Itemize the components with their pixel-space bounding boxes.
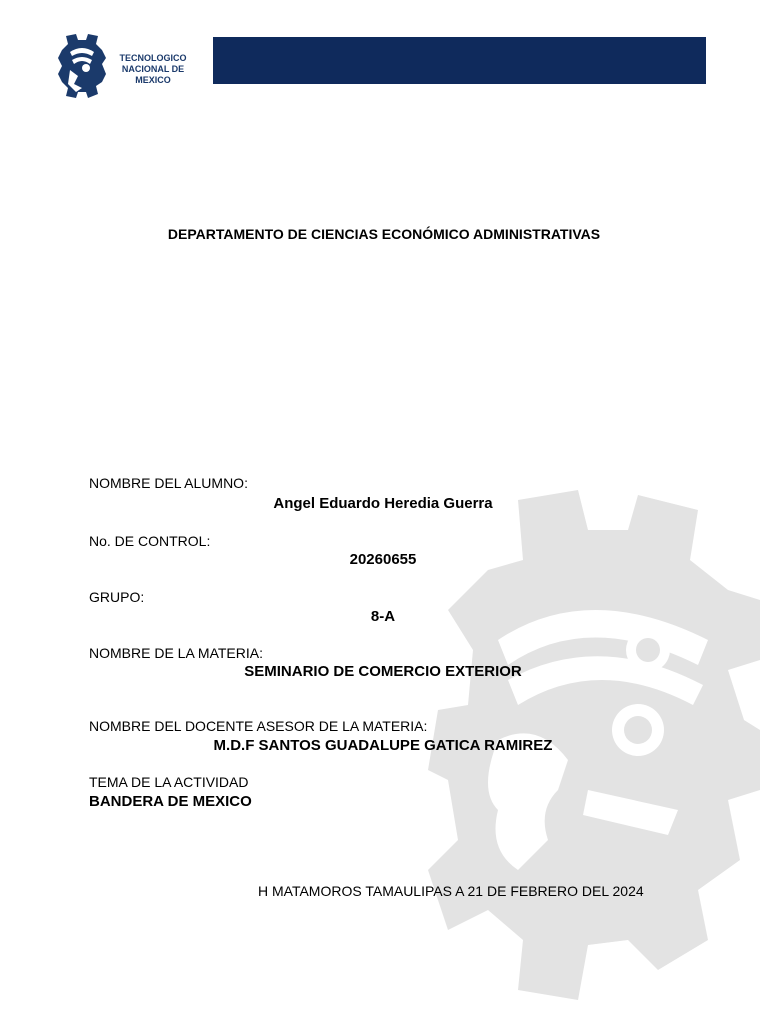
department-title: DEPARTAMENTO DE CIENCIAS ECONÓMICO ADMINISTRATIVAS	[167, 226, 601, 242]
subject-label: NOMBRE DE LA MATERIA:	[89, 645, 263, 661]
advisor-label: NOMBRE DEL DOCENTE ASESOR DE LA MATERIA:	[89, 718, 428, 734]
control-label: No. DE CONTROL:	[89, 533, 211, 549]
topic-value: BANDERA DE MEXICO	[89, 793, 252, 810]
logo-text: TECNOLOGICO NACIONAL DE MEXICO	[119, 53, 187, 85]
tecnm-gear-eagle-logo-icon	[56, 30, 108, 102]
group-label: GRUPO:	[89, 589, 145, 605]
topic-label: TEMA DE LA ACTIVIDAD	[89, 774, 249, 790]
advisor-value: M.D.F SANTOS GUADALUPE GATICA RAMIREZ	[213, 737, 553, 754]
subject-value: SEMINARIO DE COMERCIO EXTERIOR	[244, 663, 522, 680]
control-value: 20260655	[349, 551, 417, 568]
student-label: NOMBRE DEL ALUMNO:	[89, 475, 248, 491]
date-location-line: H MATAMOROS TAMAULIPAS A 21 DE FEBRERO DEL 2024	[258, 883, 644, 899]
group-value: 8-A	[370, 608, 396, 625]
tecnm-logo	[52, 28, 202, 108]
student-value: Angel Eduardo Heredia Guerra	[273, 495, 493, 512]
header-bar	[213, 37, 706, 84]
